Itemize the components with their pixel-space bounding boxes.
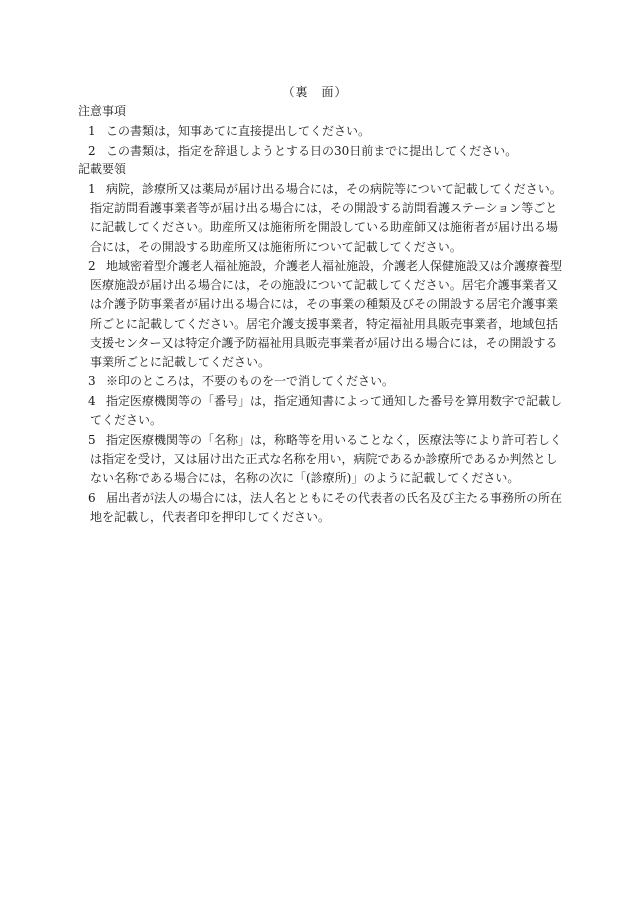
text-line: 届出者が法人の場合には，法人名とともにその代表者の氏名及び主たる事務所の所在 — [106, 491, 563, 505]
instructions-item-number: 6 — [88, 491, 96, 505]
notes-item-text — [90, 122, 558, 141]
notes-item-1 — [78, 122, 558, 141]
text-line: 病院，診療所又は薬局が届け出る場合には，その病院等について記載してください。 — [106, 182, 562, 196]
instructions-item-text — [90, 431, 562, 489]
instructions-item-number: 2 — [88, 259, 96, 273]
instructions-item-text — [90, 257, 563, 372]
instructions-item-number: 3 — [88, 374, 96, 388]
text-line: ない名称である場合には，名称の次に「(診療所)」のように記載してください。 — [90, 471, 520, 486]
notes-item-2 — [78, 142, 558, 161]
text-line: に記載してください。助産所又は施術所を開設している助産師又は施術者が届け出る場 — [90, 220, 559, 235]
notes-item-number: 1 — [88, 124, 96, 138]
text-line: 合には，その開設する助産所又は施術所について記載してください。 — [90, 239, 462, 254]
notes-item-number: 2 — [88, 144, 96, 158]
instructions-item-2 — [78, 257, 563, 373]
instructions-item-text — [90, 489, 563, 527]
text-line: 支援センター又は特定介護予防福祉用具販売事業者が届け出る場合には，その開設する — [90, 335, 558, 350]
text-line: 所ごとに記載してください。居宅介護支援事業者，特定福祉用具販売事業者，地域包括 — [90, 316, 559, 331]
instructions-item-number: 1 — [88, 182, 96, 196]
instructions-item-number: 4 — [88, 394, 96, 408]
notes-title: 注意事項 — [78, 104, 127, 118]
instructions-item-6 — [78, 489, 563, 528]
instructions-title: 記載要領 — [78, 162, 127, 176]
instructions-item-1 — [78, 180, 562, 257]
instructions-item-4 — [78, 392, 563, 431]
text-line: は指定を受け，又は届け出た正式な名称を用い，病院であるか診療所であるか判然とし — [90, 452, 558, 467]
instructions-item-text — [90, 180, 562, 257]
text-line: この書類は，知事あてに直接提出してください。 — [106, 124, 371, 138]
text-line: 事業所ごとに記載してください。 — [90, 355, 271, 370]
text-line: は介護予防事業者が届け出る場合には，その事業の種類及びその開設する居宅介護事業 — [90, 297, 559, 312]
text-line: 指定訪問看護事業者等が届け出る場合には，その開設する訪問看護ステーション等ごと — [90, 201, 558, 216]
text-line: 医療施設が届け出る場合には，その施設について記載してください。居宅介護事業者又 — [90, 278, 558, 293]
text-line: 指定医療機関等の「番号」は，指定通知書によって通知した番号を算用数字で記載し — [106, 394, 563, 408]
text-line: 地を記載し，代表者印を押印してください。 — [90, 510, 331, 525]
page-heading: （裏 面） — [282, 85, 348, 99]
text-line: 地域密着型介護老人福祉施設，介護老人福祉施設，介護老人保健施設又は介護療養型 — [106, 259, 563, 273]
text-line: てください。 — [90, 413, 163, 428]
instructions-item-number: 5 — [88, 433, 96, 447]
text-line: ※印のところは，不要のものを一で消してください。 — [106, 374, 395, 388]
text-line: この書類は，指定を辞退しようとする日の30日前までに提出してください。 — [106, 144, 518, 158]
text-line: 指定医療機関等の「名称」は，称略等を用いることなく，医療法等により許可若しく — [106, 433, 562, 447]
instructions-item-text — [90, 392, 563, 430]
instructions-item-5 — [78, 431, 562, 489]
instructions-item-3 — [78, 372, 558, 391]
notes-item-text — [90, 142, 558, 161]
instructions-item-text — [90, 372, 558, 391]
